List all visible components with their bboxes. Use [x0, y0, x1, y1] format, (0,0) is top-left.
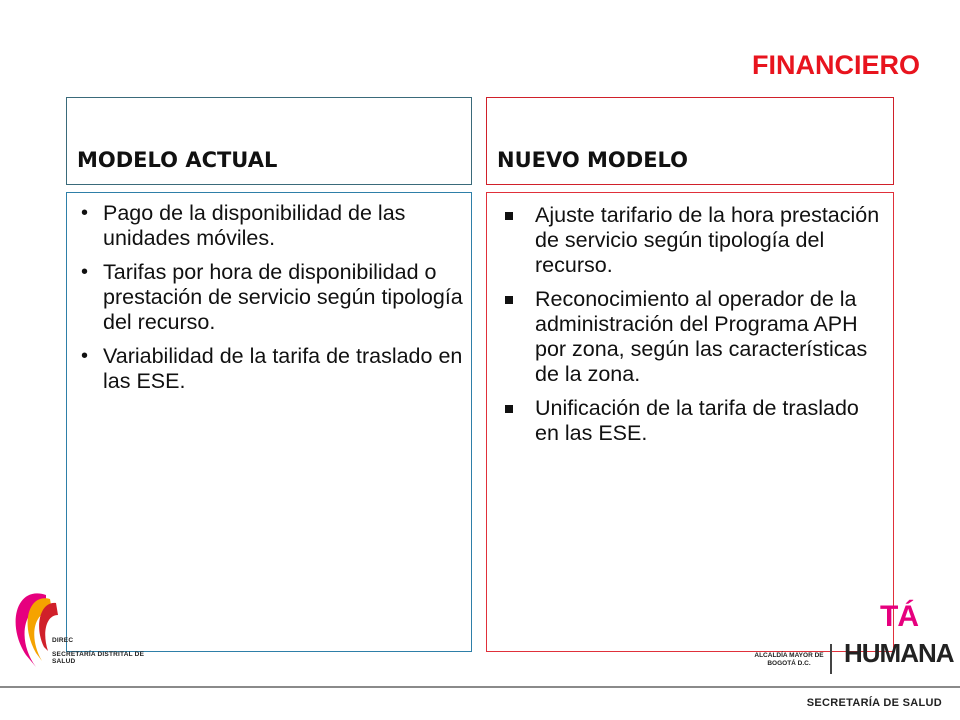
secretaria-logo	[6, 585, 146, 675]
list-item: Reconocimiento al operador de la administración del Programa APH por zona, según las características de la zona.	[501, 287, 886, 387]
bogota-humana-logo	[740, 600, 955, 680]
slide-title: FINANCIERO	[752, 50, 920, 80]
list-item: • Pago de la disponibilidad de las unidades móviles.	[81, 201, 406, 250]
humana-text: HUMANA	[844, 638, 954, 668]
footer-text: SECRETARÍA DE SALUD	[806, 697, 942, 709]
list-item: • Tarifas por hora de disponibilidad o prestación de servicio según tipología del recurso.	[81, 260, 463, 334]
nuevo-modelo-content	[486, 192, 894, 652]
bullet-dot-icon: •	[81, 202, 89, 224]
bullet-square-icon	[505, 296, 513, 304]
list-item: Ajuste tarifario de la hora prestación de servicio según tipología del recurso.	[501, 203, 886, 278]
logo-text-direc: DIREC	[52, 637, 74, 644]
modelo-actual-content	[66, 192, 472, 652]
bullet-square-icon	[505, 405, 513, 413]
nuevo-modelo-header	[486, 97, 894, 185]
bogota-top-text: TÁ	[880, 600, 918, 633]
logo-text-secretaria: SECRETARÍA DISTRITAL DE SALUD	[52, 651, 145, 665]
nuevo-modelo-heading: NUEVO MODELO	[497, 148, 689, 172]
modelo-actual-header	[66, 97, 472, 185]
footer-divider	[0, 686, 960, 688]
list-item: • Variabilidad de la tarifa de traslado en las ESE.	[81, 344, 463, 393]
bullet-dot-icon: •	[81, 345, 89, 367]
alcaldia-text: ALCALDÍA MAYOR DE BOGOTÁ D.C.	[754, 652, 824, 667]
list-item: Unificación de la tarifa de traslado en las ESE.	[501, 396, 886, 446]
logo-divider	[830, 644, 832, 674]
bullet-dot-icon: •	[81, 261, 89, 283]
bullet-square-icon	[505, 212, 513, 220]
nuevo-modelo-list	[501, 203, 886, 455]
modelo-actual-heading: MODELO ACTUAL	[77, 148, 278, 172]
modelo-actual-list	[79, 201, 464, 403]
